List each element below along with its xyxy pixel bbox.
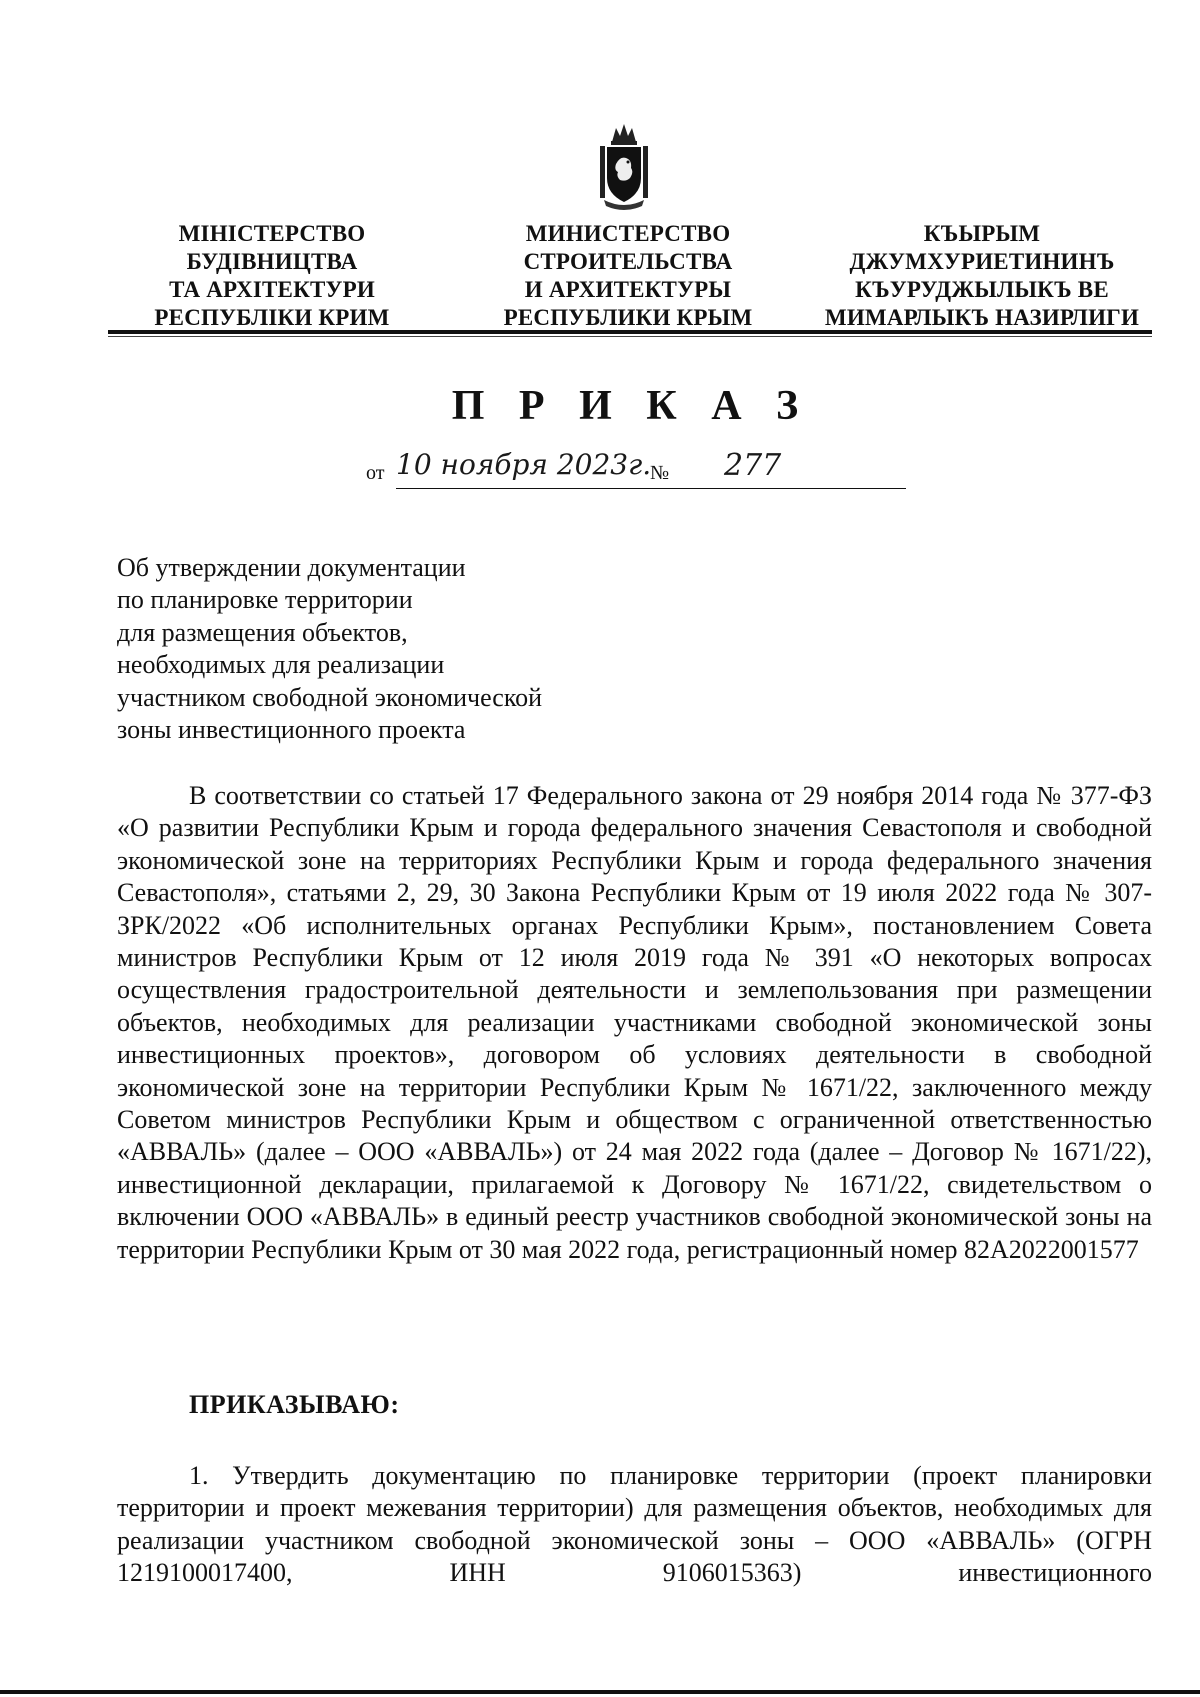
letterhead-line: КЪУРУДЖЫЛЫКЪ ВЕ <box>855 277 1109 302</box>
letterhead-line: МІНІСТЕРСТВО <box>178 221 366 246</box>
letterhead-ukrainian <box>116 220 428 332</box>
page-bottom-edge <box>0 1690 1200 1694</box>
order-heading: ПРИКАЗЫВАЮ: <box>189 1390 400 1419</box>
letterhead-line: МИМАРЛЫКЪ НАЗИРЛИГИ <box>824 305 1140 330</box>
order-item-1: 1. Утвердить документацию по планировке территории (проект планировки территории и проект межевания территории) для размещения объектов, необходимых для реализации участником свободной экономической зоны – ООО «АВВАЛЬ» (ОГРН 1219100017400, ИНН 9106015363) инвестиционного <box>117 1461 1152 1588</box>
subject-line: Об утверждении документации <box>117 553 466 582</box>
letterhead-crimean-tatar <box>812 220 1152 332</box>
handwritten-number: 277 <box>724 448 782 483</box>
letterhead-line: РЕСПУБЛІКИ КРИМ <box>154 305 390 330</box>
subject-line: по планировке территории <box>117 585 413 615</box>
document-title: П Р И К А З <box>451 383 811 429</box>
letterhead-line: МИНИСТЕРСТВО <box>525 221 731 246</box>
subject-line: участником свободной экономической <box>117 682 543 712</box>
letterhead-divider <box>108 330 1152 334</box>
letterhead-line: КЪЫРЫМ <box>923 221 1041 246</box>
subject-line: необходимых для реализации <box>117 650 445 680</box>
subject-line: для размещения объектов, <box>117 617 408 647</box>
number-label: № <box>650 462 670 484</box>
letterhead-line: И АРХИТЕКТУРЫ <box>524 277 732 302</box>
letterhead-line: ТА АРХІТЕКТУРИ <box>169 277 375 302</box>
letterhead-line: СТРОИТЕЛЬСТВА <box>523 249 733 274</box>
date-label: от <box>366 462 385 484</box>
preamble-paragraph: В соответствии со статьей 17 Федерального закона от 29 ноября 2014 года № 377-ФЗ «О развитии Республики Крым и города федерального значения Севастополя и свободной экономической зоне на территориях Республики Крым и города федерального значения Севастополя», статьями 2, 29, 30 Закона Республики Крым от 19 июля 2022 года № 307-ЗРК/2022 «Об исполнительных органах Республики Крым», постановлением Совета министров Республики Крым от 12 июля 2019 года № 391 «О некоторых вопросах осуществления градостроительной деятельности и землепользования при размещении объектов, необходимых для реализации участниками свободной экономической зоны инвестиционных проектов», договором об условиях деятельности в свободной экономической зоне на территории Республики Крым № 1671/22, заключенного между Советом министров Республики Крым и обществом с ограниченной ответственностью «АВВАЛЬ» (далее – ООО «АВВАЛЬ») от 24 мая 2022 года (далее – Договор № 1671/22), инвестиционной декларации, прилагаемой к Договору № 1671/22, свидетельством о включении ООО «АВВАЛЬ» в единый реестр участников свободной экономической зоны на территории Республики Крым от 30 мая 2022 года, регистрационный номер 82А2022001577 <box>117 781 1152 1264</box>
handwritten-date: 10 ноября 2023г. <box>396 448 652 481</box>
date-number-line <box>366 448 906 496</box>
letterhead-line: РЕСПУБЛИКИ КРЫМ <box>503 305 753 330</box>
letterhead-line: БУДІВНИЦТВА <box>186 249 358 274</box>
letterhead-line: ДЖУМХУРИЕТИНИНЪ <box>849 249 1115 274</box>
crimea-coat-of-arms-icon <box>598 120 650 210</box>
letterhead-russian <box>468 220 788 332</box>
letterhead-divider-thin <box>108 336 1152 337</box>
date-underline <box>396 488 686 489</box>
order-subject <box>117 552 637 746</box>
number-underline <box>676 488 906 489</box>
subject-line: зоны инвестиционного проекта <box>117 715 466 745</box>
